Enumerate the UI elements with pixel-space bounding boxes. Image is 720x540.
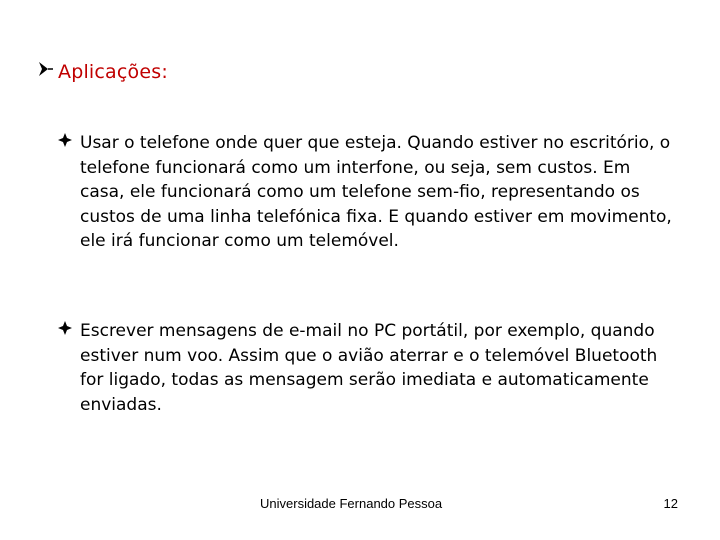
bullet-item xyxy=(58,318,678,417)
page-number: 12 xyxy=(663,496,678,511)
bullet-item xyxy=(58,130,678,254)
arrow-bullet-icon xyxy=(36,60,56,83)
bullet-text: Usar o telefone onde quer que esteja. Quando estiver no escritório, o telefone funcionará como um interfone, ou seja, sem custos. Em casa, ele funcionará como um telefone sem-fio, representando os custos de uma linha telefónica fixa. E quando estiver em movimento, ele irá funcionar como um telemóvel. xyxy=(80,133,672,251)
bullet-text: Escrever mensagens de e-mail no PC portátil, por exemplo, quando estiver num voo. Assim que o avião aterrar e o telemóvel Bluetooth for ligado, todas as mensagem serão imediata e automaticamente enviadas. xyxy=(80,321,658,415)
footer-institution: Universidade Fernando Pessoa xyxy=(260,496,443,511)
diamond-bullet-icon xyxy=(58,318,74,343)
slide-heading xyxy=(36,60,168,83)
heading-text: Aplicações: xyxy=(58,60,168,83)
diamond-bullet-icon xyxy=(58,130,74,155)
